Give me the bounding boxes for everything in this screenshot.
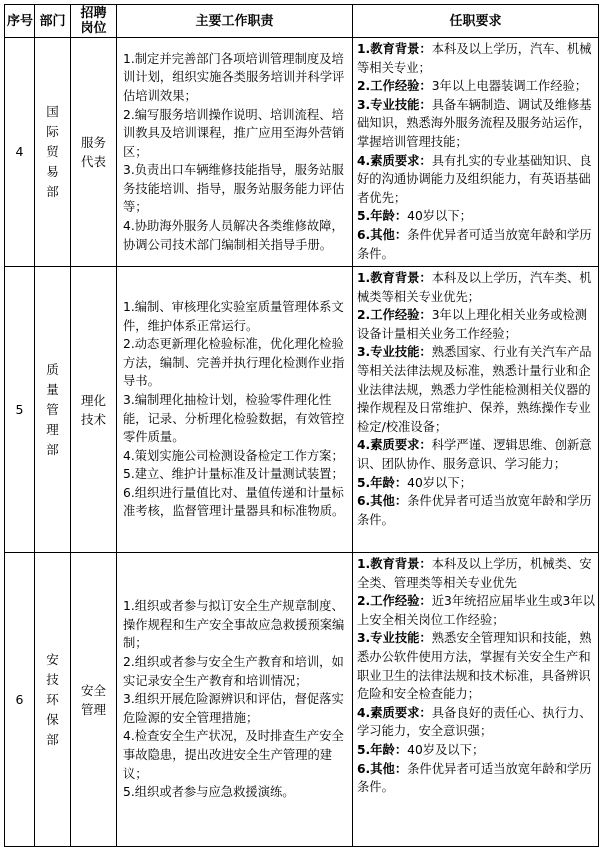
requirement-item [357, 207, 595, 226]
requirement-label: 5.年龄： [357, 209, 408, 224]
requirement-label: 6.其他： [357, 227, 408, 242]
requirement-text: 具备车辆制造、调试及维修基础知识，熟悉海外服务流程及服务站运作，掌握培训管理技能； [357, 97, 592, 149]
requirements-cell [353, 267, 599, 553]
requirement-label: 1.教育背景： [357, 42, 432, 56]
requirement-label: 6.其他： [357, 761, 408, 776]
requirement-label: 4.素质要求： [357, 438, 432, 453]
duty-item: 3.负责出口车辆维修技能指导，服务站服务技能培训、指导，服务站服务能力评估等； [123, 163, 345, 215]
requirements-cell [353, 553, 599, 847]
requirement-label: 5.年龄： [357, 475, 408, 490]
requirement-item [357, 474, 595, 493]
requirements-cell [353, 38, 599, 267]
requirement-item [357, 629, 595, 703]
dept-cell [35, 267, 71, 553]
requirement-label: 3.专业技能： [357, 97, 432, 112]
requirement-item [357, 269, 595, 306]
requirement-item [357, 40, 595, 77]
requirement-item [357, 555, 595, 592]
requirement-label: 1.教育背景： [357, 271, 432, 285]
requirement-text: 40岁及以下； [407, 742, 485, 757]
requirement-text: 条件优异者可适当放宽年龄和学历条件。 [357, 761, 592, 795]
requirement-label: 4.素质要求： [357, 153, 432, 168]
duty-item: 3.组织开展危险源辨识和评估，督促落实危险源的安全管理措施； [123, 692, 344, 725]
requirement-text: 本科及以上学历，汽车、机械等相关专业； [357, 42, 592, 75]
dept-label: 安技环保部 [46, 651, 59, 747]
requirement-text: 本科及以上学历，汽车类、机械类等相关专业优先； [357, 271, 592, 304]
position-label: 安全管理 [80, 682, 106, 717]
requirement-item [357, 704, 595, 741]
position-label: 理化技术 [80, 392, 106, 427]
duty-item: 2.编写服务培训操作说明、培训流程、培训教具及培训课程，推广应用至海外营销区； [123, 107, 345, 159]
requirement-item [357, 741, 595, 760]
requirement-text: 熟悉国家、行业有关汽车产品等相关法律法规及标准，熟悉计量行业和企业法律法规，熟悉力学性能检测相关仪器的操作规程及日常维护、保养，熟练操作专业检定/校准设备； [357, 345, 592, 434]
dept-cell [35, 553, 71, 847]
requirement-item [357, 226, 595, 263]
table-row [5, 553, 599, 847]
requirement-text: 条件优异者可适当放宽年龄和学历条件。 [357, 494, 592, 527]
duties-cell [117, 38, 353, 267]
duty-item: 1.编制、审核理化实验室质量管理体系文件，维护体系正常运行。 [123, 299, 344, 333]
requirement-item [357, 492, 595, 529]
duty-item: 5.组织或者参与应急救援演练。 [123, 785, 295, 800]
header-position: 招聘岗位 [71, 5, 117, 38]
recruitment-table [4, 4, 599, 847]
requirement-label: 3.专业技能： [357, 345, 432, 360]
requirement-item [357, 436, 595, 473]
duty-item: 4.检查安全生产状况，及时排查生产安全事故隐患，提出改进安全生产管理的建议； [123, 729, 344, 781]
requirement-item [357, 152, 595, 208]
requirement-item [357, 77, 595, 96]
requirement-label: 2.工作经验： [357, 79, 432, 94]
requirement-label: 2.工作经验： [357, 594, 432, 609]
duties-cell [117, 553, 353, 847]
duty-item: 3.编制理化抽检计划，检验零件理化性能，记录、分析理化检验数据，有效管控零件质量。 [123, 392, 345, 445]
requirement-text: 本科及以上学历，机械类、安全类、管理类等相关专业优先 [357, 557, 592, 590]
duty-item: 2.组织或者参与安全生产教育和培训，如实记录安全生产教育和培训情况； [123, 655, 344, 688]
dept-label: 国际贸易部 [46, 104, 59, 199]
requirement-label: 1.教育背景： [357, 557, 432, 571]
requirement-text: 具有扎实的专业基础知识、良好的沟通协调能力及组织能力，有英语基础者优先； [357, 153, 592, 205]
duty-item: 1.制定并完善部门各项培训管理制度及培训计划，组织实施各类服务培训并科学评估培训效果； [123, 51, 345, 103]
requirement-label: 2.工作经验： [357, 308, 432, 323]
table-row [5, 38, 599, 267]
requirement-text: 条件优异者可适当放宽年龄和学历条件。 [357, 227, 592, 261]
duty-item: 5.建立、维护计量标准及计量测试装置； [123, 467, 344, 482]
requirement-text: 40岁以下； [407, 475, 472, 490]
requirement-item [357, 592, 595, 629]
seq-cell: 4 [5, 38, 35, 267]
requirement-text: 40岁以下； [407, 209, 472, 224]
requirement-label: 5.年龄： [357, 742, 408, 757]
seq-cell: 5 [5, 267, 35, 553]
requirement-text: 3年以上电器装调工作经验； [431, 79, 588, 94]
duty-item: 4.策划实施公司检测设备检定工作方案； [123, 448, 344, 463]
requirement-item [357, 306, 595, 343]
requirement-label: 6.其他： [357, 494, 408, 509]
duty-item: 2.动态更新理化检验标准，优化理化检验方法，编制、完善并执行理化检测作业指导书。 [123, 337, 345, 389]
duties-cell [117, 267, 353, 553]
header-row [5, 5, 599, 38]
position-label: 服务代表 [80, 135, 106, 169]
position-cell [71, 553, 117, 847]
header-dept: 部门 [35, 5, 71, 38]
requirement-label: 3.专业技能： [357, 631, 432, 646]
requirement-text: 熟悉安全管理知识和技能，熟悉办公软件使用方法，掌握有关安全生产和职业卫生的法律法规和技术标准，具备辨识危险和安全检查能力； [357, 631, 592, 702]
requirement-label: 4.素质要求： [357, 705, 432, 720]
seq-cell: 6 [5, 553, 35, 847]
duty-item: 1.组织或者参与拟订安全生产规章制度、操作规程和生产安全事故应急救援预案编制； [123, 599, 345, 651]
position-cell [71, 38, 117, 267]
header-seq: 序号 [5, 5, 35, 38]
dept-cell [35, 38, 71, 267]
position-cell [71, 267, 117, 553]
requirement-text: 3年以上理化相关业务或检测设备计量相关业务工作经验； [357, 308, 588, 341]
requirement-text: 具备良好的责任心、执行力、学习能力，安全意识强； [357, 705, 592, 739]
header-duties: 主要工作职责 [117, 5, 353, 38]
requirement-item [357, 96, 595, 152]
requirement-item [357, 343, 595, 436]
requirement-text: 科学严谨、逻辑思维、创新意识、团队协作、服务意识、学习能力； [357, 438, 592, 471]
duty-item: 6.组织进行量值比对、量值传递和计量标准考核，监督管理计量器具和标准物质。 [123, 485, 345, 519]
duty-item: 4.协助海外服务人员解决各类维修故障，协调公司技术部门编制相关指导手册。 [123, 219, 344, 252]
requirement-text: 近3年统招应届毕业生或3年以上安全相关岗位工作经验； [357, 594, 595, 627]
requirement-item [357, 760, 595, 797]
dept-label: 质量管理部 [46, 361, 59, 457]
table-row [5, 267, 599, 553]
header-requirements: 任职要求 [353, 5, 599, 38]
